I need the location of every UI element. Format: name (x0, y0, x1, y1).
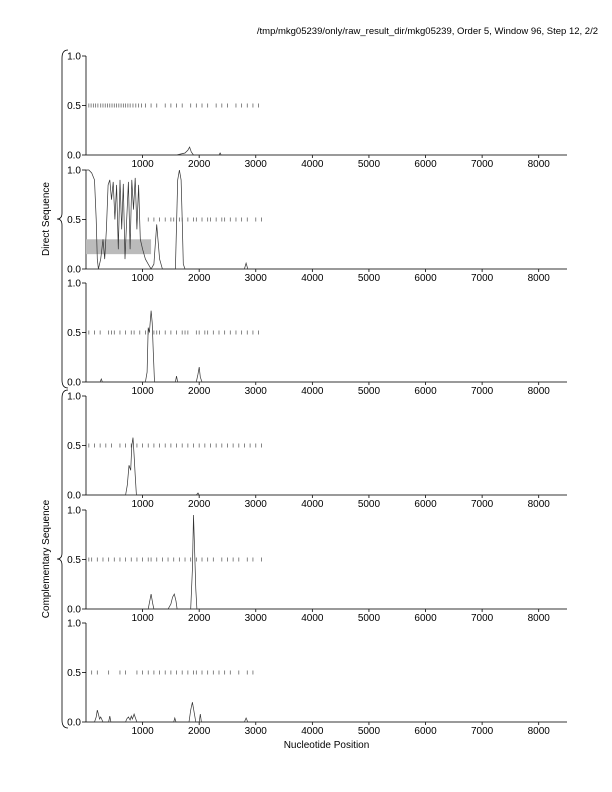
x-tick-label: 7000 (470, 726, 494, 737)
x-tick-label: 2000 (188, 159, 211, 170)
y-tick-label: 0.5 (67, 328, 81, 339)
x-tick-label: 2000 (188, 386, 211, 397)
x-tick-label: 4000 (301, 726, 324, 737)
x-tick-label: 6000 (414, 273, 437, 284)
y-tick-label: 0.5 (67, 101, 81, 112)
probability-curve (86, 702, 567, 722)
chart-title: /tmp/mkg05239/only/raw_result_dir/mkg05239, Order 5, Window 96, Step 12, 2/2 (256, 26, 598, 37)
y-tick-label: 1.0 (67, 278, 81, 290)
y-tick-label: 0.0 (67, 377, 81, 389)
group-label: Complementary Sequence (41, 499, 52, 619)
probability-curve (86, 311, 567, 382)
x-tick-label: 6000 (414, 726, 437, 737)
group-label: Direct Sequence (41, 182, 52, 256)
x-tick-label: 2000 (188, 273, 211, 284)
probability-curve (86, 147, 567, 155)
x-tick-label: 1000 (131, 159, 154, 170)
x-tick-label: 8000 (527, 726, 550, 737)
x-tick-label: 4000 (301, 159, 324, 170)
y-tick-label: 1.0 (67, 391, 81, 403)
x-axis-label: Nucleotide Position (283, 740, 370, 751)
probability-curve (86, 170, 567, 269)
x-tick-label: 7000 (470, 386, 494, 397)
y-tick-label: 0.0 (67, 490, 81, 502)
x-tick-label: 1000 (131, 726, 154, 737)
y-tick-label: 0.0 (67, 264, 81, 276)
y-tick-label: 0.5 (67, 668, 81, 679)
y-tick-label: 0.5 (67, 441, 81, 452)
x-tick-label: 8000 (527, 613, 550, 624)
x-tick-label: 1000 (131, 386, 154, 397)
x-tick-label: 7000 (470, 499, 494, 510)
y-tick-label: 0.5 (67, 555, 81, 566)
y-tick-label: 0.5 (67, 215, 81, 226)
y-tick-label: 1.0 (67, 165, 81, 177)
x-tick-label: 3000 (244, 726, 267, 737)
x-tick-label: 7000 (470, 273, 494, 284)
y-tick-label: 0.0 (67, 150, 81, 162)
x-tick-label: 1000 (131, 613, 154, 624)
x-tick-label: 5000 (357, 386, 381, 397)
x-tick-label: 3000 (244, 613, 267, 624)
x-tick-label: 5000 (357, 726, 381, 737)
y-tick-label: 0.0 (67, 717, 81, 729)
x-tick-label: 3000 (244, 159, 267, 170)
y-tick-label: 0.0 (67, 604, 81, 616)
x-tick-label: 6000 (414, 613, 437, 624)
x-tick-label: 3000 (244, 273, 267, 284)
x-tick-label: 8000 (527, 386, 550, 397)
x-tick-label: 4000 (301, 613, 324, 624)
x-tick-label: 4000 (301, 499, 324, 510)
x-tick-label: 1000 (131, 273, 154, 284)
x-tick-label: 6000 (414, 386, 437, 397)
x-tick-label: 4000 (301, 273, 324, 284)
x-tick-label: 1000 (131, 499, 154, 510)
x-tick-label: 8000 (527, 159, 550, 170)
x-tick-label: 2000 (188, 613, 211, 624)
x-tick-label: 4000 (301, 386, 324, 397)
x-tick-label: 3000 (244, 499, 267, 510)
x-tick-label: 2000 (188, 499, 211, 510)
x-tick-label: 5000 (357, 499, 381, 510)
y-tick-label: 1.0 (67, 505, 81, 517)
probability-curve (86, 438, 567, 495)
x-tick-label: 8000 (527, 273, 550, 284)
x-tick-label: 7000 (470, 159, 494, 170)
x-tick-label: 2000 (188, 726, 211, 737)
x-tick-label: 6000 (414, 499, 437, 510)
x-tick-label: 7000 (470, 613, 494, 624)
x-tick-label: 6000 (414, 159, 437, 170)
y-tick-label: 1.0 (67, 51, 81, 63)
y-tick-label: 1.0 (67, 618, 81, 630)
x-tick-label: 5000 (357, 159, 381, 170)
probability-curve (86, 515, 567, 609)
x-tick-label: 5000 (357, 613, 381, 624)
x-tick-label: 8000 (527, 499, 550, 510)
x-tick-label: 5000 (357, 273, 381, 284)
x-tick-label: 3000 (244, 386, 267, 397)
